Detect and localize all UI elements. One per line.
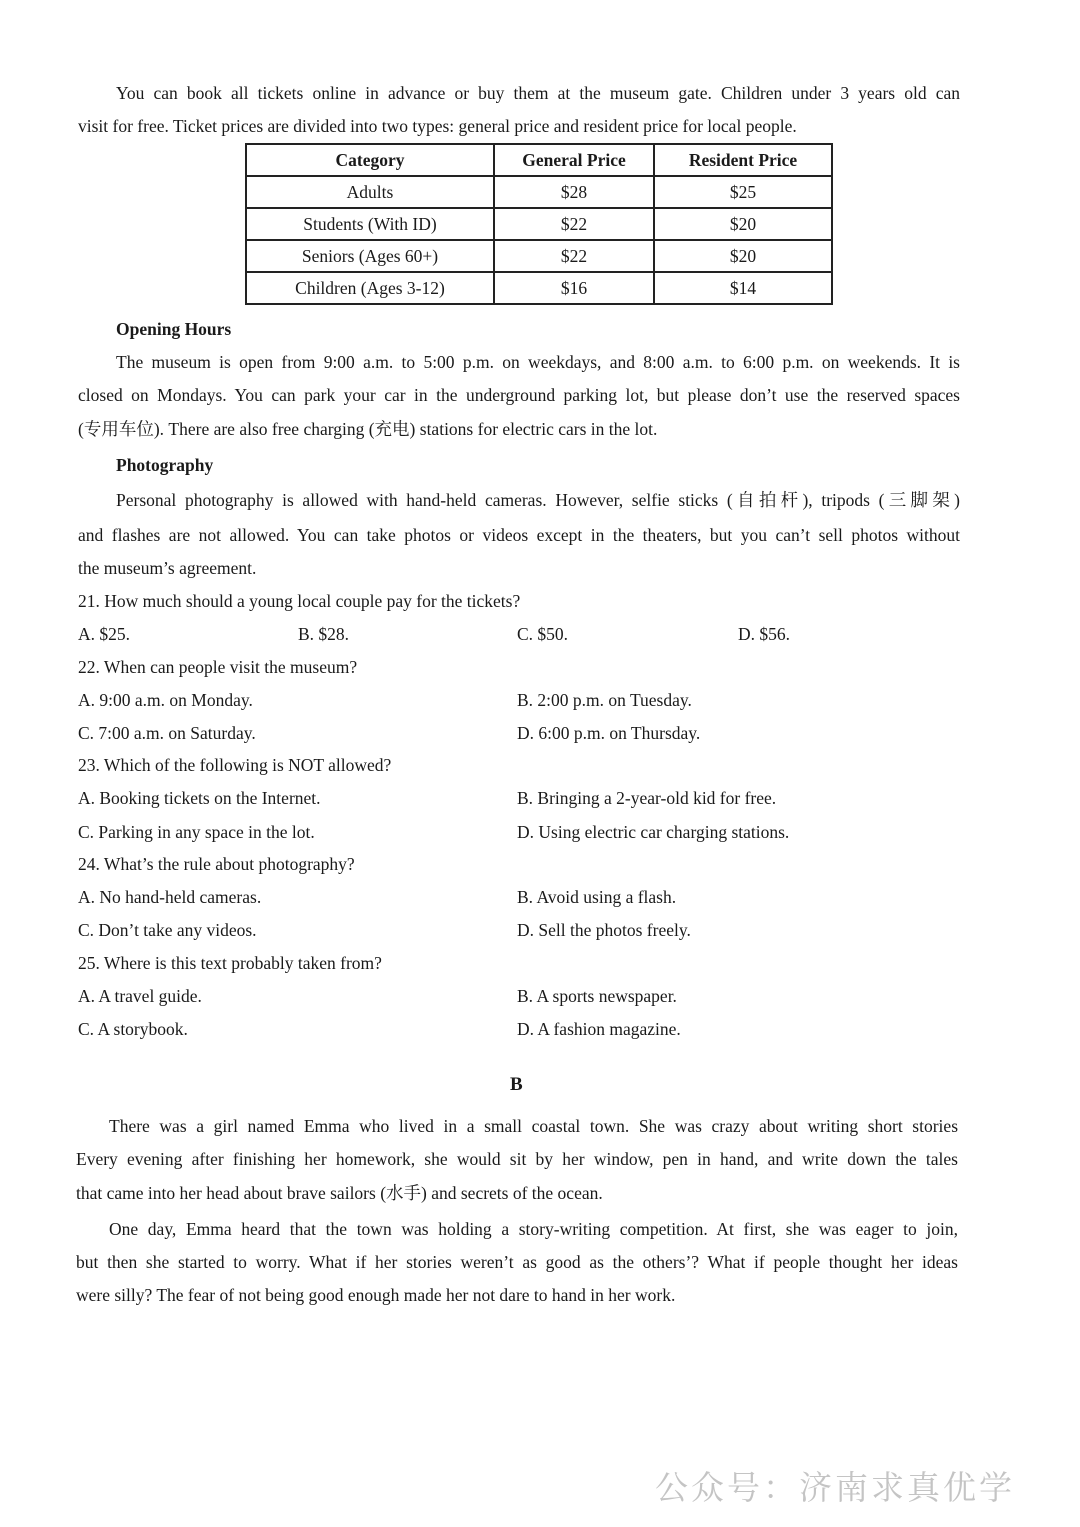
- section-b-para2-line-3: were silly? The fear of not being good enough made her not dare to hand in her work.: [76, 1285, 676, 1305]
- question-23-option-c: C. Parking in any space in the lot.: [78, 822, 315, 842]
- question-22-stem: 22. When can people visit the museum?: [78, 657, 358, 677]
- question-22-option-b: B. 2:00 p.m. on Tuesday.: [517, 690, 692, 710]
- photography-heading: Photography: [116, 455, 214, 475]
- question-25-option-c: C. A storybook.: [78, 1019, 188, 1039]
- intro-line-2: visit for free. Ticket prices are divided into two types: general price and resident price for local people.: [78, 116, 797, 136]
- question-22-option-c: C. 7:00 a.m. on Saturday.: [78, 723, 256, 743]
- question-24-option-b: B. Avoid using a flash.: [517, 887, 677, 907]
- cell-general-price: $28: [494, 176, 654, 208]
- header-resident-price: Resident Price: [654, 144, 832, 176]
- table-row: [246, 240, 832, 272]
- question-23-option-a: A. Booking tickets on the Internet.: [78, 788, 321, 808]
- section-b-para2-line-2: but then she started to worry. What if her stories weren’t as good as the others’? What if people thought her ideas: [76, 1252, 958, 1272]
- question-21-stem: 21. How much should a young local couple pay for the tickets?: [78, 591, 521, 611]
- table-row: [246, 176, 832, 208]
- header-category: Category: [246, 144, 494, 176]
- question-25-option-a: A. A travel guide.: [78, 986, 202, 1006]
- table-row: [246, 272, 832, 304]
- cell-resident-price: $14: [654, 272, 832, 304]
- cell-category: Seniors (Ages 60+): [246, 240, 494, 272]
- opening-hours-line-2: closed on Mondays. You can park your car in the underground parking lot, but please don’t use the reserved spaces: [78, 385, 960, 405]
- photography-line-3: the museum’s agreement.: [78, 558, 257, 578]
- section-b-para2-line-1: One day, Emma heard that the town was holding a story-writing competition. At first, she was eager to join,: [109, 1219, 958, 1239]
- question-21-option-a: A. $25.: [78, 624, 131, 644]
- cell-resident-price: $20: [654, 240, 832, 272]
- question-25-option-d: D. A fashion magazine.: [517, 1019, 681, 1039]
- cell-category: Students (With ID): [246, 208, 494, 240]
- question-25-option-b: B. A sports newspaper.: [517, 986, 677, 1006]
- question-21-option-c: C. $50.: [517, 624, 569, 644]
- question-23-stem: 23. Which of the following is NOT allowed?: [78, 755, 392, 775]
- header-general-price: General Price: [494, 144, 654, 176]
- wechat-watermark: 公众号：济南求真优学: [655, 1468, 1015, 1507]
- cell-category: Adults: [246, 176, 494, 208]
- question-23-option-b: B. Bringing a 2-year-old kid for free.: [517, 788, 777, 808]
- question-21-option-d: D. $56.: [738, 624, 791, 644]
- photography-line-1: Personal photography is allowed with hand-held cameras. However, selfie sticks (自拍杆), tripods (三脚架): [116, 490, 960, 510]
- question-24-option-d: D. Sell the photos freely.: [517, 920, 691, 940]
- table-header-row: [246, 144, 832, 176]
- section-b-para1-line-1: There was a girl named Emma who lived in a small coastal town. She was crazy about writing short stories: [109, 1116, 958, 1136]
- cell-general-price: $22: [494, 240, 654, 272]
- photography-line-2: and flashes are not allowed. You can take photos or videos except in the theaters, but you can’t sell photos without: [78, 525, 960, 545]
- section-b-para1-line-2: Every evening after finishing her homework, she would sit by her window, pen in hand, and write down the tales: [76, 1149, 958, 1169]
- cell-general-price: $22: [494, 208, 654, 240]
- cell-resident-price: $20: [654, 208, 832, 240]
- table-row: [246, 208, 832, 240]
- question-21-option-b: B. $28.: [298, 624, 350, 644]
- cell-resident-price: $25: [654, 176, 832, 208]
- question-24-option-a: A. No hand-held cameras.: [78, 887, 262, 907]
- section-b-label: B: [510, 1074, 523, 1095]
- question-22-option-a: A. 9:00 a.m. on Monday.: [78, 690, 253, 710]
- cell-category: Children (Ages 3-12): [246, 272, 494, 304]
- opening-hours-heading: Opening Hours: [116, 319, 232, 339]
- intro-line-1: You can book all tickets online in advance or buy them at the museum gate. Children under 3 years old can: [116, 83, 960, 103]
- question-23-option-d: D. Using electric car charging stations.: [517, 822, 790, 842]
- ticket-price-table: [245, 143, 833, 305]
- question-25-stem: 25. Where is this text probably taken from?: [78, 953, 382, 973]
- opening-hours-line-1: The museum is open from 9:00 a.m. to 5:00 p.m. on weekdays, and 8:00 a.m. to 6:00 p.m. on weekends. It is: [116, 352, 960, 372]
- question-22-option-d: D. 6:00 p.m. on Thursday.: [517, 723, 701, 743]
- cell-general-price: $16: [494, 272, 654, 304]
- opening-hours-line-3: (专用车位). There are also free charging (充电) stations for electric cars in the lot.: [78, 419, 658, 439]
- section-b-para1-line-3: that came into her head about brave sailors (水手) and secrets of the ocean.: [76, 1183, 603, 1203]
- question-24-option-c: C. Don’t take any videos.: [78, 920, 257, 940]
- question-24-stem: 24. What’s the rule about photography?: [78, 854, 355, 874]
